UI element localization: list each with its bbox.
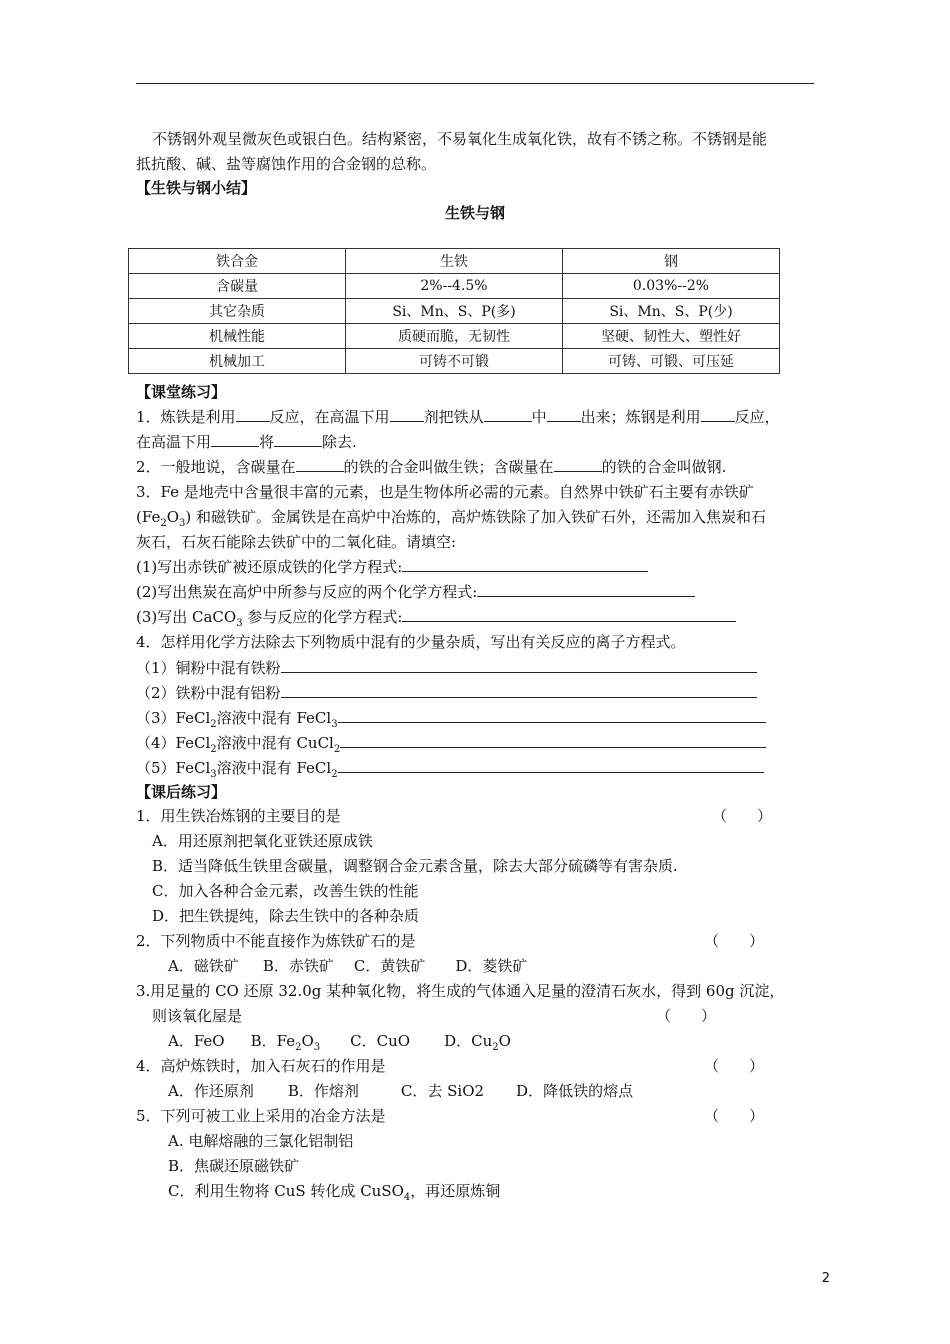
after-q1-option-c: C．加入各种合金元素，改善生铁的性能: [152, 882, 419, 900]
answer-paren[interactable]: （ ）: [704, 1107, 765, 1125]
answer-blank[interactable]: [547, 405, 581, 422]
summary-heading: 【生铁与钢小结】: [136, 179, 257, 197]
text: 中: [531, 408, 547, 426]
answer-blank[interactable]: [338, 706, 766, 723]
option-b: B．赤铁矿: [262, 957, 334, 975]
class-q1-line2: [136, 430, 816, 455]
table-cell: 含碳量: [129, 274, 346, 299]
text: 在高温下用: [136, 433, 212, 451]
after-q1-option-b: B．适当降低生铁里含碳量，调整钢合金元素含量，除去大部分硫磷等有害杂质.: [152, 857, 678, 875]
text: O: [301, 1032, 314, 1050]
header-rule: [136, 83, 814, 84]
after-q4-stem: 4．高炉炼铁时，加入石灰石的作用是: [136, 1057, 386, 1075]
subscript: 3: [179, 518, 186, 529]
answer-blank[interactable]: [484, 405, 532, 422]
subscript: 3: [210, 769, 217, 780]
text: D．Cu: [444, 1032, 493, 1050]
subscript: 3: [236, 618, 243, 629]
table-cell: Si、Mn、S、P(少): [563, 299, 780, 324]
answer-blank[interactable]: [211, 430, 259, 447]
answer-blank[interactable]: [281, 656, 757, 673]
table-cell: 其它杂质: [129, 299, 346, 324]
text: 反应，在高温下用: [269, 408, 390, 426]
after-q4-options: [168, 1079, 848, 1104]
subscript: 2: [295, 1042, 302, 1053]
subscript: 2: [492, 1042, 499, 1053]
table-cell: 质硬而脆，无韧性: [346, 324, 563, 349]
after-q3-line1: 3.用足量的 CO 还原 32.0g 某种氧化物，将生成的气体通入足量的澄清石灰水，得到 60g 沉淀，: [136, 982, 785, 1000]
answer-blank[interactable]: [477, 580, 695, 597]
class-q4-item2: [136, 681, 816, 706]
after-q5-option-b: B．焦碳还原磁铁矿: [168, 1157, 300, 1175]
subscript: 2: [210, 719, 217, 730]
text: （2）铁粉中混有铝粉: [136, 684, 281, 702]
after-practice-heading: 【课后练习】: [136, 783, 227, 801]
subscript: 2: [160, 518, 167, 529]
text: (2)写出焦炭在高炉中所参与反应的两个化学方程式:: [136, 583, 478, 601]
option-c: C．去 SiO2: [400, 1082, 485, 1100]
text: 溶液中混有 FeCl: [216, 709, 332, 727]
table-cell: 可铸不可锻: [346, 349, 563, 374]
option-a: A．作还原剂: [168, 1082, 254, 1100]
text: （3）FeCl: [136, 709, 211, 727]
answer-blank[interactable]: [701, 405, 735, 422]
class-q4-item1: [136, 656, 816, 681]
answer-paren[interactable]: （ ）: [712, 807, 773, 825]
answer-blank[interactable]: [390, 405, 424, 422]
option-c: C．CuO: [350, 1032, 411, 1050]
intro-line-1: 不锈钢外观呈微灰色或银白色。结构紧密，不易氧化生成氧化铁，故有不锈之称。不锈钢是能: [152, 130, 768, 148]
after-q5-option-a: A. 电解熔融的三氯化铝制铝: [168, 1132, 354, 1150]
text: ，再还原炼铜: [410, 1182, 501, 1200]
class-q3-sub2: [136, 580, 816, 605]
answer-paren[interactable]: （ ）: [656, 1007, 717, 1025]
after-q3-line2: 则该氧化屋是: [152, 1007, 243, 1025]
after-q2-stem: 2．下列物质中不能直接作为炼铁矿石的是: [136, 932, 416, 950]
class-q1-line1: [136, 405, 816, 430]
option-c: C．黄铁矿: [353, 957, 426, 975]
answer-blank[interactable]: [236, 405, 270, 422]
text: 溶液中混有 FeCl: [216, 759, 332, 777]
text: 溶液中混有 CuCl: [216, 734, 334, 752]
text: 除去.: [322, 433, 357, 451]
class-q3-line1: 3．Fe 是地壳中含量很丰富的元素，也是生物体所必需的元素。自然界中铁矿石主要有赤铁矿: [136, 483, 754, 501]
class-q2: [136, 455, 816, 480]
answer-blank[interactable]: [554, 455, 602, 472]
text: （5）FeCl: [136, 759, 211, 777]
subscript: 3: [331, 719, 338, 730]
table-cell: 生铁: [346, 249, 563, 274]
text: 的铁的合金叫做钢.: [601, 458, 727, 476]
option-a: A．FeO: [168, 1032, 225, 1050]
table-title: 生铁与钢: [444, 204, 505, 222]
page-number: 2: [821, 1271, 830, 1286]
table-row: [129, 249, 780, 274]
after-q5-stem: 5．下列可被工业上采用的冶金方法是: [136, 1107, 386, 1125]
text: O: [166, 508, 180, 526]
table-cell: Si、Mn、S、P(多): [346, 299, 563, 324]
after-q1-option-a: A．用还原剂把氧化亚铁还原成铁: [152, 832, 373, 850]
answer-paren[interactable]: （ ）: [704, 1057, 765, 1075]
text: 2．一般地说，含碳量在: [136, 458, 296, 476]
after-q2-options: [168, 954, 848, 979]
option-d: [444, 1032, 511, 1053]
text: (3)写出 CaCO: [136, 608, 237, 626]
text: 反应，: [734, 408, 780, 426]
text: 参与反应的化学方程式:: [242, 608, 403, 626]
text: C．利用生物将 CuS 转化成 CuSO: [168, 1182, 404, 1200]
table-row: [129, 299, 780, 324]
answer-blank[interactable]: [296, 455, 344, 472]
option-b: [250, 1032, 321, 1053]
answer-blank[interactable]: [338, 756, 764, 773]
class-practice-heading: 【课堂练习】: [136, 383, 227, 401]
table-cell: 机械加工: [129, 349, 346, 374]
table-cell: 0.03%--2%: [563, 274, 780, 299]
answer-blank[interactable]: [274, 430, 322, 447]
subscript: 2: [333, 744, 341, 755]
answer-blank[interactable]: [402, 555, 648, 572]
option-a: A．磁铁矿: [168, 957, 239, 975]
text: 将: [259, 433, 275, 451]
option-d: D．降低铁的熔点: [516, 1082, 634, 1100]
text: 出来；炼钢是利用: [580, 408, 701, 426]
text: B．Fe: [250, 1032, 296, 1050]
answer-blank[interactable]: [402, 605, 736, 622]
subscript: 4: [403, 1192, 411, 1203]
table-cell: 铁合金: [129, 249, 346, 274]
table-row: [129, 274, 780, 299]
text: (1)写出赤铁矿被还原成铁的化学方程式:: [136, 558, 403, 576]
table-cell: 可铸、可锻、可压延: [563, 349, 780, 374]
text: 剂把铁从: [423, 408, 484, 426]
class-q3-sub1: [136, 555, 816, 580]
table-cell: 钢: [563, 249, 780, 274]
table-row: [129, 349, 780, 374]
after-q5-option-c: [168, 1179, 848, 1210]
text: 的铁的合金叫做生铁；含碳量在: [343, 458, 554, 476]
answer-blank[interactable]: [340, 731, 766, 748]
text: (Fe: [136, 508, 161, 526]
answer-paren[interactable]: （ ）: [704, 932, 765, 950]
subscript: 2: [210, 744, 217, 755]
text: ) 和磁铁矿。金属铁是在高炉中冶炼的，高炉炼铁除了加入铁矿石外，还需加入焦炭和石: [185, 508, 767, 526]
text: O: [498, 1032, 511, 1050]
text: 1．炼铁是利用: [136, 408, 236, 426]
table-cell: 坚硬、韧性大、塑性好: [563, 324, 780, 349]
subscript: 3: [313, 1042, 321, 1053]
class-q4-stem: 4．怎样用化学方法除去下列物质中混有的少量杂质，写出有关反应的离子方程式。: [136, 633, 686, 651]
table-cell: 2%--4.5%: [346, 274, 563, 299]
iron-steel-table: [128, 248, 780, 374]
table-row: [129, 324, 780, 349]
intro-line-2: 抵抗酸、碱、盐等腐蚀作用的合金钢的总称。: [136, 155, 437, 173]
class-q3-line3: 灰石，石灰石能除去铁矿中的二氧化硅。请填空:: [136, 533, 457, 551]
text: （1）铜粉中混有铁粉: [136, 659, 281, 677]
answer-blank[interactable]: [281, 681, 757, 698]
option-d: D．菱铁矿: [455, 957, 528, 975]
after-q1-option-d: D．把生铁提纯，除去生铁中的各种杂质: [152, 907, 420, 925]
option-b: B．作熔剂: [287, 1082, 359, 1100]
subscript: 2: [331, 769, 338, 780]
table-cell: 机械性能: [129, 324, 346, 349]
text: （4）FeCl: [136, 734, 211, 752]
after-q1-stem: 1．用生铁冶炼钢的主要目的是: [136, 807, 341, 825]
